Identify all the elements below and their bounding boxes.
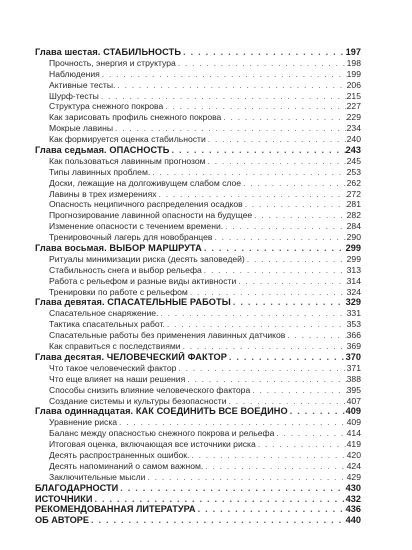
toc-entry-page-number: 440	[345, 515, 361, 526]
dot-leader	[231, 297, 346, 308]
toc-entry-title: Ритуалы минимизации риска (десять заповедей)	[49, 253, 245, 264]
toc-top-entry	[35, 483, 361, 494]
toc-entry-title: Десять распространенных ошибок.	[49, 449, 190, 460]
toc-section-entry	[35, 417, 361, 428]
dot-leader	[189, 450, 346, 461]
table-of-contents	[35, 47, 361, 526]
toc-entry-title: Спасательное снаряжение.	[49, 308, 159, 319]
toc-section-entry	[35, 396, 361, 407]
toc-top-entry	[35, 504, 361, 515]
toc-section-entry	[35, 254, 361, 265]
dot-leader	[206, 134, 347, 145]
toc-entry-page-number: 262	[346, 177, 361, 188]
toc-section-entry	[35, 156, 361, 167]
toc-top-entry	[35, 515, 361, 526]
toc-entry-title: Типы лавинных проблем.	[49, 166, 151, 177]
toc-section-entry	[35, 80, 361, 91]
toc-entry-title: Что еще влияет на наши решения	[49, 373, 186, 384]
dot-leader	[188, 287, 347, 298]
toc-chapter-entry	[35, 243, 361, 254]
toc-entry-title: Работа с рельефом и разные виды активности	[49, 275, 237, 286]
toc-entry-page-number: 206	[346, 79, 361, 90]
toc-section-entry	[35, 341, 361, 352]
toc-entry-page-number: 299	[346, 253, 361, 264]
toc-entry-page-number: 371	[346, 362, 361, 373]
toc-section-entry	[35, 232, 361, 243]
toc-entry-page-number: 227	[346, 101, 361, 112]
toc-entry-page-number: 243	[345, 145, 361, 156]
toc-entry-title: Прогнозирование лавинной опасности на будущее	[49, 210, 253, 221]
toc-entry-title: Шурф-тесты	[49, 90, 99, 101]
toc-entry-page-number: 240	[346, 134, 361, 145]
toc-entry-title: Как справиться с последствиями	[49, 341, 181, 352]
dot-leader	[285, 330, 346, 341]
dot-leader	[236, 276, 346, 287]
toc-entry-title: Структура снежного покрова	[49, 101, 164, 112]
toc-entry-title: Глава восьмая. ВЫБОР МАРШРУТА	[35, 243, 202, 254]
toc-entry-title: Как пользоваться лавинным прогнозом	[49, 155, 206, 166]
toc-entry-title: Способы снизить влияние человеческого фактора	[49, 384, 251, 395]
dot-leader	[206, 156, 347, 167]
dot-leader	[146, 472, 347, 483]
toc-entry-page-number: 199	[346, 68, 361, 79]
toc-section-entry	[35, 428, 361, 439]
toc-chapter-entry	[35, 145, 361, 156]
dot-leader	[150, 167, 346, 178]
toc-entry-title: Как формируется оценка стабильности	[49, 134, 206, 145]
toc-entry-page-number: 313	[346, 264, 361, 275]
toc-entry-page-number: 395	[346, 384, 361, 395]
toc-section-entry	[35, 363, 361, 374]
toc-entry-page-number: 353	[346, 319, 361, 330]
toc-section-entry	[35, 287, 361, 298]
toc-entry-page-number: 331	[346, 308, 361, 319]
dot-leader	[117, 417, 347, 428]
dot-leader	[113, 123, 347, 134]
dot-leader	[212, 232, 346, 243]
dot-leader	[227, 396, 347, 407]
dot-leader	[243, 199, 347, 210]
dot-leader	[256, 439, 347, 450]
toc-entry-title: Наблюдения	[49, 68, 100, 79]
toc-entry-title: Изменение опасности с течением времени.	[49, 221, 224, 232]
toc-section-entry	[35, 374, 361, 385]
toc-section-entry	[35, 472, 361, 483]
toc-entry-title: Как зарисовать профиль снежного покрова	[49, 112, 222, 123]
toc-entry-title: Прочность, энергия и структура	[49, 57, 176, 68]
dot-leader	[176, 58, 347, 69]
toc-entry-title: Баланс между опасностью снежного покрова и рельефа	[49, 428, 275, 439]
toc-entry-page-number: 369	[346, 341, 361, 352]
dot-leader	[89, 515, 346, 526]
toc-section-entry	[35, 385, 361, 396]
toc-entry-page-number: 324	[346, 286, 361, 297]
toc-entry-page-number: 370	[345, 351, 361, 362]
dot-leader	[92, 494, 345, 505]
toc-entry-title: Заключительные мысли	[49, 471, 146, 482]
dot-leader	[100, 69, 347, 80]
toc-entry-title: Глава шестая. СТАБИЛЬНОСТЬ	[35, 47, 182, 57]
toc-entry-title: Глава десятая. ЧЕЛОВЕЧЕСКИЙ ФАКТОР	[35, 351, 227, 362]
toc-section-entry	[35, 91, 361, 102]
toc-entry-page-number: 424	[346, 460, 361, 471]
dot-leader	[203, 461, 346, 472]
toc-entry-title: РЕКОМЕНДОВАННАЯ ЛИТЕРАТУРА	[35, 504, 196, 515]
toc-entry-page-number: 299	[345, 243, 361, 254]
toc-chapter-entry	[35, 352, 361, 363]
toc-top-entry	[35, 494, 361, 505]
toc-section-entry	[35, 319, 361, 330]
toc-section-entry	[35, 134, 361, 145]
toc-entry-page-number: 229	[346, 112, 361, 123]
toc-section-entry	[35, 123, 361, 134]
dot-leader	[227, 352, 346, 363]
toc-section-entry	[35, 221, 361, 232]
dot-leader	[158, 308, 346, 319]
toc-entry-title: Мокрые лавины	[49, 123, 114, 134]
toc-entry-page-number: 409	[346, 417, 361, 428]
toc-entry-page-number: 430	[345, 482, 361, 493]
toc-section-entry	[35, 178, 361, 189]
toc-section-entry	[35, 101, 361, 112]
toc-section-entry	[35, 58, 361, 69]
toc-section-entry	[35, 167, 361, 178]
toc-entry-title: Что такое человеческий фактор	[49, 362, 177, 373]
dot-leader	[252, 210, 347, 221]
toc-entry-title: Десять напоминаний о самом важном.	[49, 460, 204, 471]
toc-entry-page-number: 245	[346, 155, 361, 166]
toc-entry-page-number: 215	[346, 90, 361, 101]
toc-entry-page-number: 314	[346, 275, 361, 286]
toc-section-entry	[35, 210, 361, 221]
toc-section-entry	[35, 461, 361, 472]
toc-entry-page-number: 253	[346, 166, 361, 177]
toc-section-entry	[35, 265, 361, 276]
toc-entry-page-number: 329	[345, 297, 361, 308]
toc-section-entry	[35, 330, 361, 341]
toc-section-entry	[35, 276, 361, 287]
toc-entry-page-number: 420	[346, 449, 361, 460]
toc-entry-title: ОБ АВТОРЕ	[35, 515, 90, 526]
toc-section-entry	[35, 112, 361, 123]
toc-entry-page-number: 197	[345, 47, 361, 57]
toc-entry-page-number: 409	[345, 406, 361, 417]
dot-leader	[118, 483, 345, 494]
toc-entry-page-number: 234	[346, 123, 361, 134]
toc-entry-title: ИСТОЧНИКИ	[35, 493, 93, 504]
toc-entry-title: Доски, лежащие на долгоживущем слабом слое	[49, 177, 242, 188]
dot-leader	[181, 47, 346, 58]
dot-leader	[163, 101, 346, 112]
dot-leader	[288, 406, 346, 417]
toc-entry-title: Тактика спасательных работ.	[49, 319, 165, 330]
dot-leader	[221, 112, 346, 123]
toc-entry-title: Тренировочный лагерь для новобранцев	[49, 232, 213, 243]
toc-entry-title: Уравнение риска	[49, 417, 118, 428]
dot-leader	[169, 145, 345, 156]
dot-leader	[115, 80, 346, 91]
toc-entry-page-number: 284	[346, 221, 361, 232]
dot-leader	[250, 385, 346, 396]
toc-entry-page-number: 281	[346, 199, 361, 210]
dot-leader	[165, 319, 347, 330]
dot-leader	[176, 363, 346, 374]
toc-section-entry	[35, 69, 361, 80]
toc-entry-page-number: 198	[346, 57, 361, 68]
toc-entry-page-number: 290	[346, 232, 361, 243]
toc-entry-title: Лавины в трех измерениях	[49, 188, 157, 199]
toc-chapter-entry	[35, 297, 361, 308]
dot-leader	[245, 254, 347, 265]
dot-leader	[241, 178, 347, 189]
dot-leader	[185, 374, 346, 385]
toc-entry-title: Активные тесты.	[49, 79, 116, 90]
toc-section-entry	[35, 189, 361, 200]
dot-leader	[202, 265, 347, 276]
toc-section-entry	[35, 450, 361, 461]
toc-section-entry	[35, 199, 361, 210]
toc-entry-page-number: 414	[346, 428, 361, 439]
toc-entry-page-number: 388	[346, 373, 361, 384]
dot-leader	[157, 189, 347, 200]
toc-entry-page-number: 436	[345, 504, 361, 515]
toc-entry-page-number: 432	[345, 493, 361, 504]
toc-entry-title: Создание системы и культуры безопасности	[49, 395, 227, 406]
toc-section-entry	[35, 439, 361, 450]
toc-entry-title: Тренировки по работе с рельефом	[49, 286, 188, 297]
toc-entry-page-number: 407	[346, 395, 361, 406]
dot-leader	[274, 428, 346, 439]
dot-leader	[181, 341, 347, 352]
toc-entry-title: Опасность неципичного распределения осадков	[49, 199, 243, 210]
toc-entry-title: Глава одиннадцатая. КАК СОЕДИНИТЬ ВСЕ ВОЕДИНО	[35, 406, 288, 417]
dot-leader	[99, 91, 347, 102]
toc-entry-title: БЛАГОДАРНОСТИ	[35, 482, 119, 493]
toc-chapter-entry	[35, 47, 361, 58]
toc-entry-page-number: 419	[346, 439, 361, 450]
toc-entry-title: Глава седьмая. ОПАСНОСТЬ	[35, 145, 170, 156]
toc-entry-title: Глава девятая. СПАСАТЕЛЬНЫЕ РАБОТЫ	[35, 297, 231, 308]
toc-entry-page-number: 366	[346, 330, 361, 341]
toc-entry-page-number: 282	[346, 210, 361, 221]
toc-entry-title: Стабильность снега и выбор рельефа	[49, 264, 202, 275]
toc-entry-page-number: 272	[346, 188, 361, 199]
toc-entry-page-number: 429	[346, 471, 361, 482]
toc-entry-title: Спасательные работы без применения лавинных датчиков	[49, 330, 286, 341]
dot-leader	[196, 504, 346, 515]
toc-entry-title: Итоговая оценка, включающая все источники риска	[49, 439, 256, 450]
dot-leader	[202, 243, 346, 254]
dot-leader	[223, 221, 347, 232]
toc-section-entry	[35, 308, 361, 319]
toc-chapter-entry	[35, 406, 361, 417]
